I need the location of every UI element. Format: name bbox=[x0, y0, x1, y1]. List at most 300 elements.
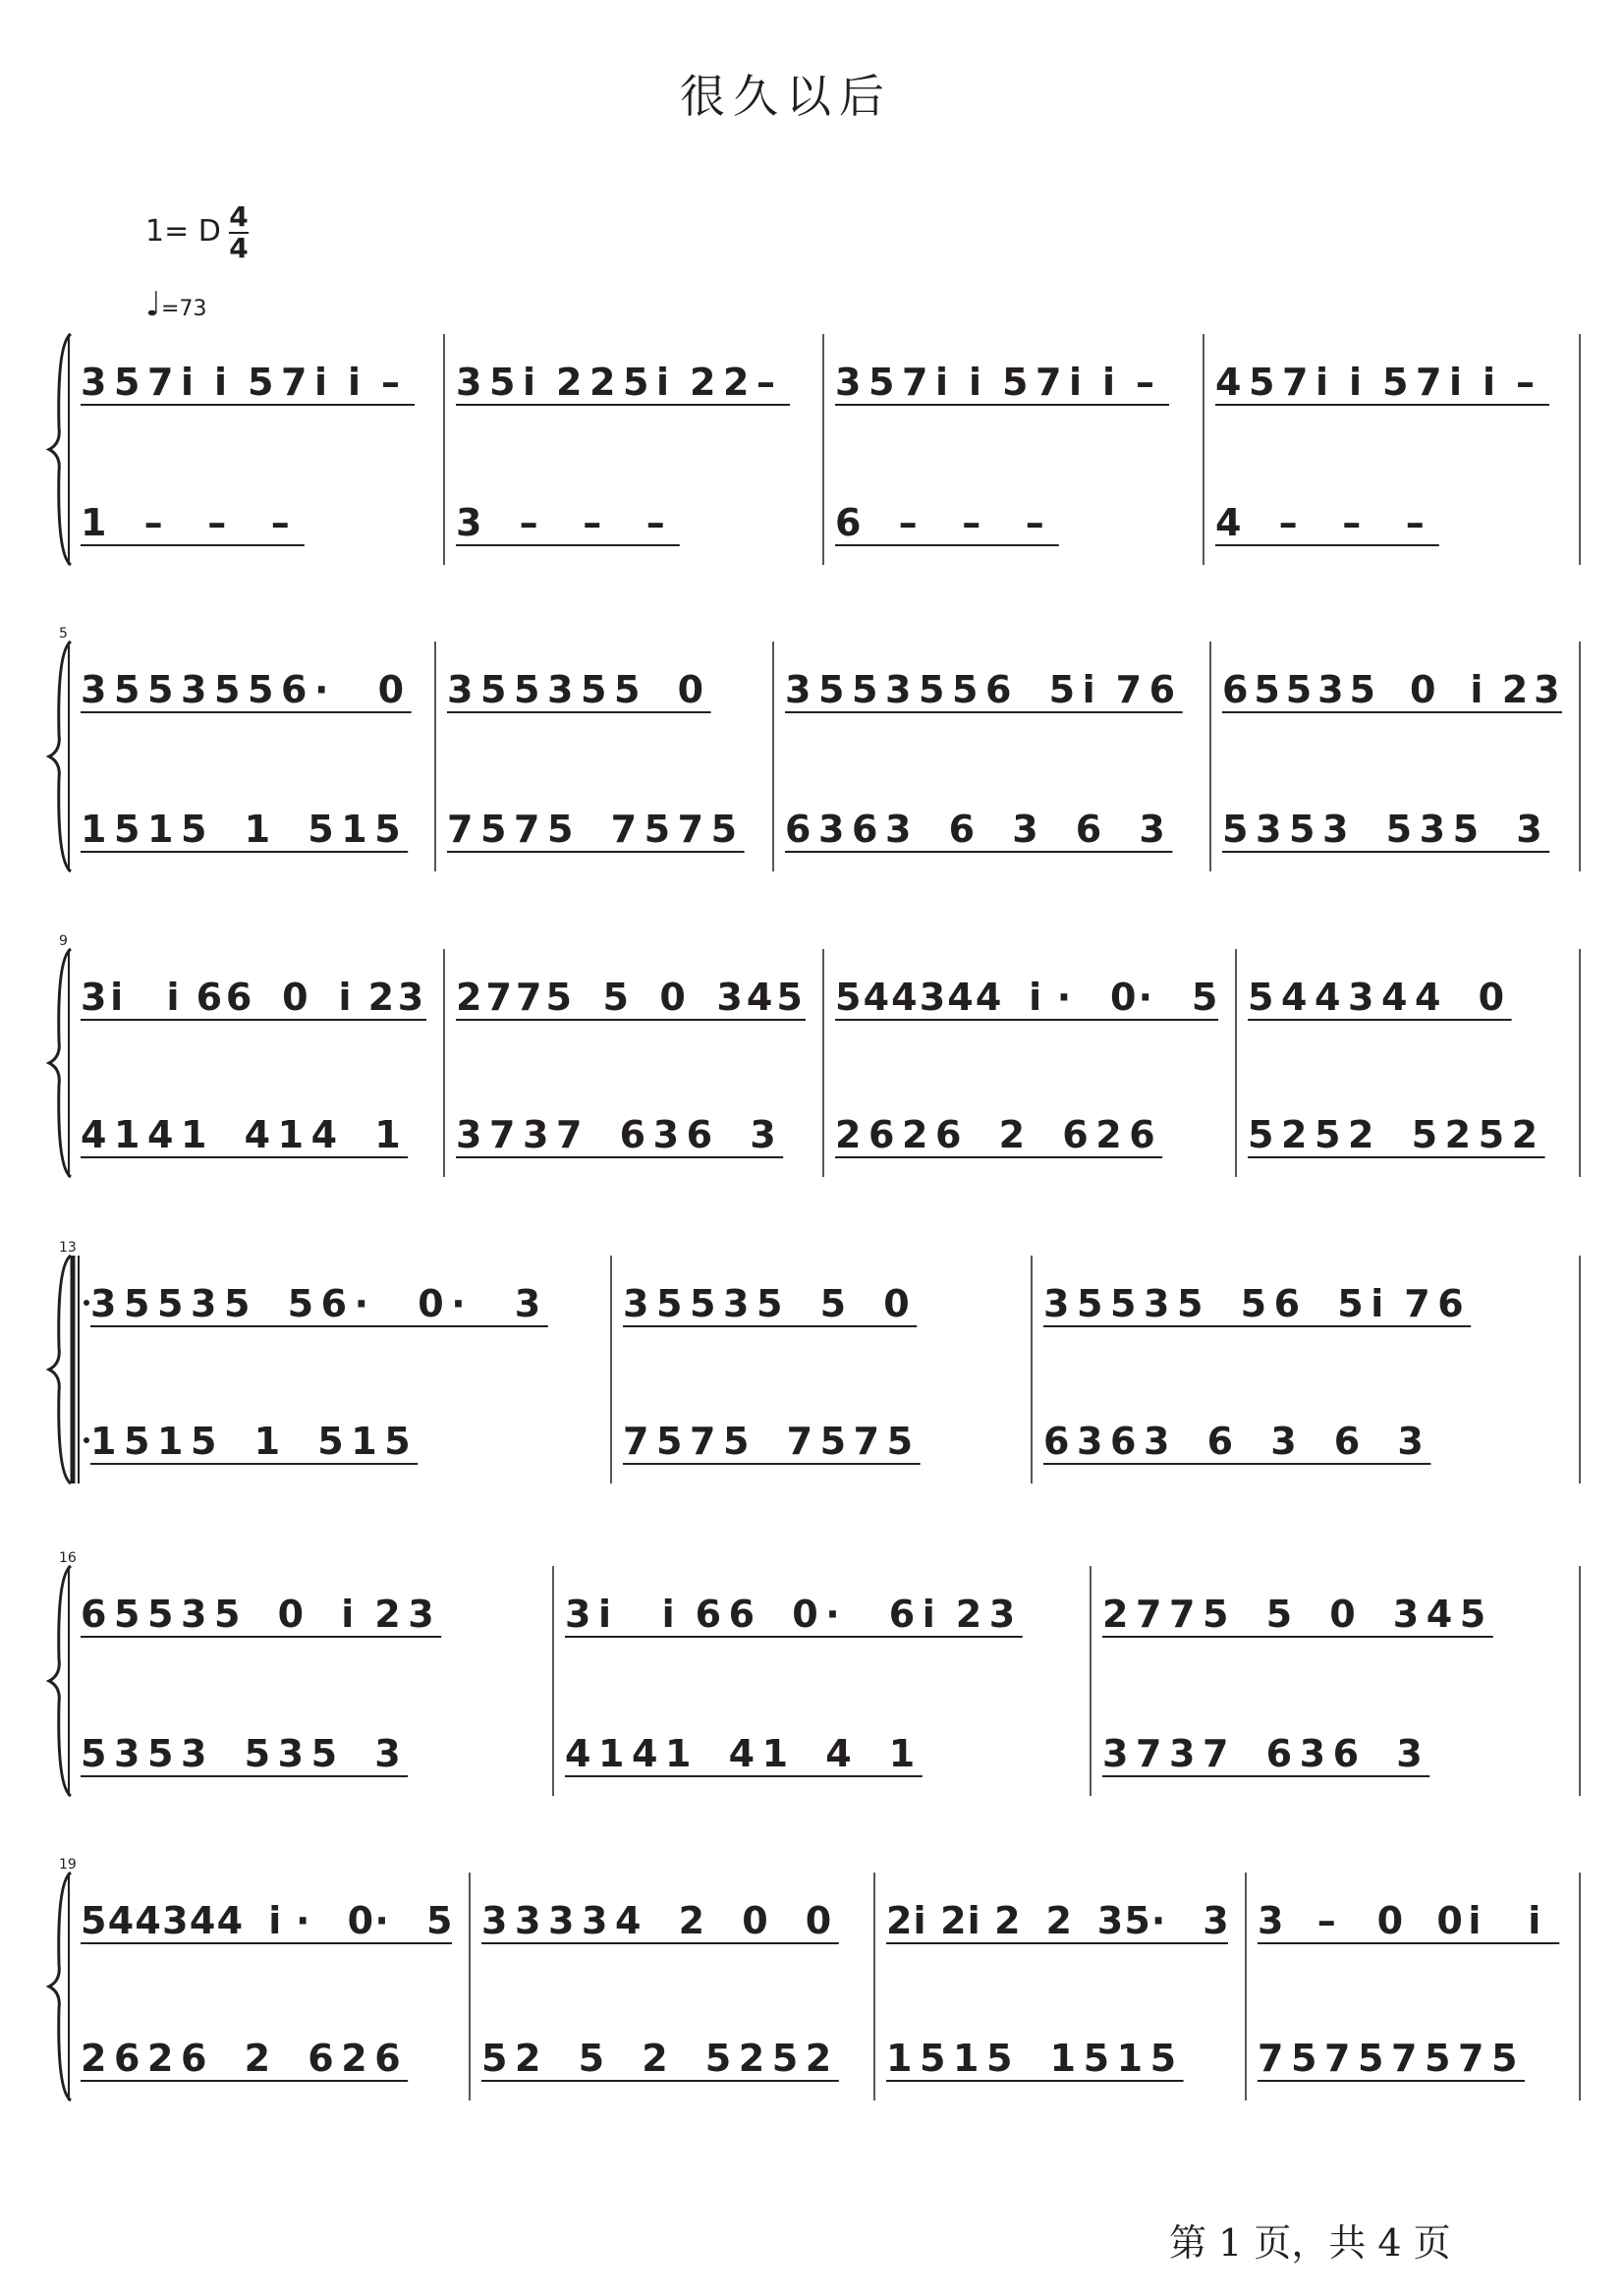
treble-note: 5 bbox=[248, 668, 274, 711]
treble-note: 0 bbox=[418, 1282, 444, 1325]
treble-note: 5 bbox=[690, 1282, 716, 1325]
treble-note: 4 bbox=[1281, 976, 1308, 1019]
treble-note: 5 bbox=[248, 361, 274, 404]
bass-note: – bbox=[519, 501, 538, 544]
treble-note: 3 bbox=[81, 976, 107, 1019]
bass-note: 7 bbox=[1391, 2037, 1418, 2080]
bass-note: 5 bbox=[1491, 2037, 1518, 2080]
treble-note: 0 bbox=[1329, 1593, 1356, 1636]
bass-note: 5 bbox=[114, 808, 140, 851]
bass-note: 3 bbox=[181, 1732, 207, 1775]
treble-note: 6 bbox=[320, 1282, 348, 1325]
treble-note: – bbox=[1516, 361, 1535, 404]
bass-note: 5 bbox=[1289, 808, 1316, 851]
bass-note: 2 bbox=[341, 2037, 367, 2080]
bass-note: 5 bbox=[481, 2037, 508, 2080]
treble-note: 7 bbox=[1115, 668, 1143, 711]
staff-brace bbox=[49, 334, 71, 565]
treble-note: 5 bbox=[514, 668, 540, 711]
bass-note: 7 bbox=[1458, 2037, 1484, 2080]
treble-note: 3 bbox=[1096, 1899, 1124, 1942]
bass-note: 1 bbox=[157, 1420, 184, 1463]
treble-note: i bbox=[166, 976, 180, 1019]
treble-note: 3 bbox=[408, 1593, 434, 1636]
bass-note: – bbox=[207, 501, 227, 544]
treble-note: 3 bbox=[1534, 668, 1560, 711]
treble-note: 6 bbox=[225, 976, 252, 1019]
bass-note: 7 bbox=[1136, 1732, 1162, 1775]
treble-note: · bbox=[825, 1593, 840, 1636]
treble-note: 6 bbox=[695, 1593, 722, 1636]
bass-note: 7 bbox=[786, 1420, 813, 1463]
treble-note: · bbox=[1150, 1899, 1166, 1942]
treble-note: 0 bbox=[883, 1282, 910, 1325]
treble-note: 7 bbox=[1169, 1593, 1196, 1636]
treble-note: 3 bbox=[181, 668, 207, 711]
bass-note: 5 bbox=[1452, 808, 1480, 851]
bass-note: 4 bbox=[825, 1732, 852, 1775]
treble-note: 5 bbox=[147, 668, 174, 711]
bass-note: 5 bbox=[1385, 808, 1413, 851]
bass-note: 3 bbox=[1299, 1732, 1326, 1775]
bass-note: 3 bbox=[374, 1732, 401, 1775]
treble-note: – bbox=[1316, 1899, 1336, 1942]
bass-note: 4 bbox=[1215, 501, 1242, 544]
bass-note: 3 bbox=[1012, 808, 1038, 851]
treble-note: 5 bbox=[1110, 1282, 1137, 1325]
treble-note: 6 bbox=[196, 976, 223, 1019]
treble-note: i bbox=[598, 1593, 612, 1636]
treble-note: · bbox=[1138, 976, 1153, 1019]
treble-note: 6 bbox=[888, 1593, 916, 1636]
bass-note: 4 bbox=[81, 1113, 107, 1156]
treble-note: 3 bbox=[1258, 1899, 1284, 1942]
treble-note: 3 bbox=[582, 1899, 608, 1942]
treble-note: 4 bbox=[1381, 976, 1408, 1019]
bass-note: 5 bbox=[920, 2037, 946, 2080]
bass-note: 2 bbox=[1444, 1113, 1472, 1156]
bass-note: 2 bbox=[1095, 1113, 1122, 1156]
bass-note: 5 bbox=[710, 808, 738, 851]
treble-note: i bbox=[181, 361, 195, 404]
bass-note: 1 bbox=[1049, 2037, 1077, 2080]
bass-note: 3 bbox=[1396, 1732, 1423, 1775]
bass-note: 5 bbox=[986, 2037, 1013, 2080]
bass-note: 7 bbox=[853, 1420, 880, 1463]
treble-note: 3 bbox=[548, 1899, 575, 1942]
treble-note: 5 bbox=[1203, 1593, 1229, 1636]
treble-note: · bbox=[374, 1899, 389, 1942]
staff-brace bbox=[49, 1256, 71, 1483]
bass-note: 1 bbox=[81, 501, 107, 544]
bass-note: 1 bbox=[1116, 2037, 1144, 2080]
treble-note: 2 bbox=[678, 1899, 705, 1942]
treble-note: i bbox=[1483, 361, 1496, 404]
page-title: 很久以后 bbox=[680, 70, 892, 123]
treble-note: 0 bbox=[277, 1593, 305, 1636]
bass-note: 3 bbox=[1419, 808, 1446, 851]
bass-note: 7 bbox=[1203, 1732, 1229, 1775]
treble-note: 5 bbox=[1382, 361, 1409, 404]
treble-note: 7 bbox=[902, 361, 928, 404]
key-signature: 1= D bbox=[145, 214, 221, 249]
bass-note: 7 bbox=[610, 808, 638, 851]
bass-note: 5 bbox=[480, 808, 507, 851]
bass-note: 6 bbox=[1265, 1732, 1293, 1775]
bass-note: 3 bbox=[1139, 808, 1165, 851]
treble-note: 7 bbox=[1404, 1282, 1430, 1325]
bass-note: 5 bbox=[124, 1420, 150, 1463]
bass-note: 3 bbox=[114, 1732, 140, 1775]
treble-note: · bbox=[354, 1282, 369, 1325]
bass-note: 5 bbox=[191, 1420, 217, 1463]
bass-note: 5 bbox=[384, 1420, 411, 1463]
treble-note: i bbox=[110, 976, 124, 1019]
bass-note: 1 bbox=[341, 808, 367, 851]
treble-note: 5 bbox=[1265, 1593, 1293, 1636]
treble-note: 4 bbox=[947, 976, 974, 1019]
treble-note: 5 bbox=[147, 1593, 174, 1636]
treble-note: 4 bbox=[1315, 976, 1341, 1019]
bass-note: 1 bbox=[277, 1113, 305, 1156]
bass-note: 1 bbox=[665, 1732, 692, 1775]
treble-note: i bbox=[935, 361, 949, 404]
bass-note: 6 bbox=[1075, 808, 1102, 851]
bass-note: 3 bbox=[1397, 1420, 1424, 1463]
staff-brace bbox=[49, 1566, 71, 1796]
bass-note: 5 bbox=[1291, 2037, 1317, 2080]
treble-note: i bbox=[214, 361, 228, 404]
time-signature-bottom: 4 bbox=[229, 232, 249, 264]
treble-note: 2 bbox=[690, 361, 716, 404]
treble-note: i bbox=[341, 1593, 355, 1636]
treble-note: 3 bbox=[1392, 1593, 1420, 1636]
treble-note: 3 bbox=[565, 1593, 591, 1636]
bass-note: 3 bbox=[277, 1732, 305, 1775]
bass-note: 3 bbox=[1169, 1732, 1196, 1775]
bass-note: 2 bbox=[147, 2037, 174, 2080]
treble-note: 7 bbox=[1282, 361, 1309, 404]
treble-note: 5 bbox=[614, 668, 641, 711]
bass-note: – bbox=[1405, 501, 1425, 544]
bass-note: 5 bbox=[317, 1420, 344, 1463]
treble-note: 3 bbox=[623, 1282, 649, 1325]
bass-note: 5 bbox=[578, 2037, 605, 2080]
treble-note: i bbox=[1102, 361, 1116, 404]
bass-note: 3 bbox=[1077, 1420, 1103, 1463]
treble-note: i bbox=[1316, 361, 1329, 404]
treble-note: 2 bbox=[994, 1899, 1021, 1942]
bass-note: 2 bbox=[1281, 1113, 1308, 1156]
bass-note: 6 bbox=[948, 808, 976, 851]
bass-note: 1 bbox=[886, 2037, 913, 2080]
bass-note: 5 bbox=[547, 808, 574, 851]
bass-note: – bbox=[1278, 501, 1298, 544]
bass-note: 5 bbox=[644, 808, 671, 851]
bass-note: 6 bbox=[619, 1113, 646, 1156]
treble-note: 7 bbox=[516, 976, 542, 1019]
treble-note: 0 bbox=[742, 1899, 768, 1942]
treble-note: i bbox=[314, 361, 328, 404]
bass-note: 2 bbox=[738, 2037, 765, 2080]
treble-note: i bbox=[348, 361, 362, 404]
bass-note: 4 bbox=[728, 1732, 756, 1775]
bass-note: 6 bbox=[1206, 1420, 1234, 1463]
treble-note: 4 bbox=[216, 1899, 244, 1942]
treble-note: i bbox=[661, 1593, 675, 1636]
treble-note: 7 bbox=[147, 361, 174, 404]
bass-note: 1 bbox=[761, 1732, 789, 1775]
treble-note: 0 bbox=[347, 1899, 374, 1942]
bass-note: 3 bbox=[456, 1113, 482, 1156]
treble-note: i bbox=[1349, 361, 1363, 404]
treble-note: 5 bbox=[623, 361, 649, 404]
measure-number: 5 bbox=[59, 626, 68, 642]
treble-note: 5 bbox=[214, 1593, 241, 1636]
treble-note: 4 bbox=[107, 1899, 135, 1942]
treble-note: 5 bbox=[81, 1899, 107, 1942]
bass-note: 1 bbox=[953, 2037, 980, 2080]
treble-note: 5 bbox=[919, 668, 945, 711]
bass-note: 1 bbox=[147, 808, 174, 851]
bass-note: 7 bbox=[447, 808, 474, 851]
treble-note: 3 bbox=[81, 361, 107, 404]
bass-note: 5 bbox=[147, 1732, 174, 1775]
treble-note: 3 bbox=[1317, 668, 1344, 711]
bass-note: 2 bbox=[902, 1113, 928, 1156]
treble-note: 5 bbox=[756, 1282, 783, 1325]
bass-note: 5 bbox=[1248, 1113, 1274, 1156]
bass-note: 3 bbox=[652, 1113, 680, 1156]
treble-note: 3 bbox=[723, 1282, 750, 1325]
bass-note: 5 bbox=[1315, 1113, 1341, 1156]
bass-note: – bbox=[898, 501, 918, 544]
treble-note: i bbox=[268, 1899, 282, 1942]
measure-number: 19 bbox=[59, 1857, 77, 1873]
bass-note: 3 bbox=[1270, 1420, 1297, 1463]
treble-note: 0 bbox=[792, 1593, 818, 1636]
bass-note: 6 bbox=[374, 2037, 401, 2080]
treble-note: 6 bbox=[1437, 1282, 1464, 1325]
bass-note: 7 bbox=[677, 808, 704, 851]
treble-note: 5 bbox=[1248, 976, 1274, 1019]
treble-note: 3 bbox=[1144, 1282, 1170, 1325]
treble-note: 5 bbox=[1285, 668, 1313, 711]
treble-note: 7 bbox=[1416, 361, 1442, 404]
bass-note: 5 bbox=[723, 1420, 750, 1463]
bass-note: 5 bbox=[704, 2037, 732, 2080]
treble-note: 2 bbox=[1501, 668, 1529, 711]
treble-note: 3 bbox=[835, 361, 862, 404]
treble-note: 7 bbox=[281, 361, 308, 404]
bass-note: 5 bbox=[1358, 2037, 1384, 2080]
time-signature-top: 4 bbox=[229, 200, 249, 233]
bass-note: 6 bbox=[852, 808, 878, 851]
treble-note: 5 bbox=[480, 668, 507, 711]
bass-note: 6 bbox=[308, 2037, 334, 2080]
bass-note: 7 bbox=[514, 808, 540, 851]
treble-note: i bbox=[922, 1593, 935, 1636]
quarter-note-icon: ♩ bbox=[145, 285, 162, 324]
treble-note: 5 bbox=[124, 1282, 150, 1325]
bass-note: 5 bbox=[1425, 2037, 1451, 2080]
treble-note: 5 bbox=[1337, 1282, 1364, 1325]
treble-note: 3 bbox=[1043, 1282, 1070, 1325]
bass-note: 5 bbox=[1222, 808, 1249, 851]
bass-note: 7 bbox=[489, 1113, 516, 1156]
treble-note: 0 bbox=[1478, 976, 1505, 1019]
treble-note: 5 bbox=[114, 361, 140, 404]
bass-note: 5 bbox=[181, 808, 207, 851]
bass-note: 3 bbox=[818, 808, 845, 851]
treble-note: 3 bbox=[162, 1899, 189, 1942]
bass-note: 7 bbox=[690, 1420, 716, 1463]
bass-note: 7 bbox=[623, 1420, 649, 1463]
measure-number: 13 bbox=[59, 1240, 77, 1256]
treble-note: 4 bbox=[1426, 1593, 1453, 1636]
bass-note: 1 bbox=[114, 1113, 140, 1156]
bass-note: 3 bbox=[1322, 808, 1349, 851]
staff-brace bbox=[49, 1873, 71, 2100]
bass-note: 1 bbox=[90, 1420, 117, 1463]
treble-note: 0 bbox=[1409, 668, 1436, 711]
bass-note: 5 bbox=[1478, 1113, 1505, 1156]
bass-note: – bbox=[143, 501, 163, 544]
treble-note: 5 bbox=[545, 976, 572, 1019]
treble-note: 6 bbox=[985, 668, 1012, 711]
treble-note: 4 bbox=[615, 1899, 642, 1942]
bass-note: 5 bbox=[656, 1420, 683, 1463]
treble-note: i bbox=[969, 361, 982, 404]
treble-note: · bbox=[451, 1282, 466, 1325]
treble-note: – bbox=[756, 361, 775, 404]
page-footer: 第 1 页，共 4 页 bbox=[1169, 2221, 1451, 2265]
treble-note: 5 bbox=[1124, 1899, 1150, 1942]
treble-note: 5 bbox=[818, 668, 845, 711]
bass-note: 2 bbox=[81, 2037, 107, 2080]
treble-note: 3 bbox=[716, 976, 743, 1019]
bass-note: 1 bbox=[181, 1113, 207, 1156]
bass-note: 3 bbox=[456, 501, 482, 544]
treble-note: 5 bbox=[581, 668, 607, 711]
treble-note: 3 bbox=[515, 1899, 541, 1942]
bass-note: 6 bbox=[785, 808, 812, 851]
treble-note: 0 bbox=[282, 976, 308, 1019]
bass-note: 7 bbox=[556, 1113, 583, 1156]
bass-note: 4 bbox=[147, 1113, 174, 1156]
bass-note: 2 bbox=[1511, 1113, 1539, 1156]
treble-note: 3 bbox=[885, 668, 912, 711]
repeat-dot bbox=[84, 1437, 89, 1443]
bass-note: 5 bbox=[374, 808, 401, 851]
bass-note: – bbox=[1025, 501, 1044, 544]
treble-note: i bbox=[1449, 361, 1463, 404]
bass-note: 3 bbox=[1516, 808, 1542, 851]
repeat-dot bbox=[84, 1300, 89, 1306]
treble-note: 2 bbox=[723, 361, 750, 404]
bass-note: 6 bbox=[868, 1113, 895, 1156]
treble-note: i bbox=[1468, 1899, 1482, 1942]
bass-note: – bbox=[583, 501, 602, 544]
treble-note: 6 bbox=[1273, 1282, 1301, 1325]
treble-note: 5 bbox=[852, 668, 878, 711]
treble-note: 3 bbox=[1348, 976, 1374, 1019]
bass-note: – bbox=[270, 501, 290, 544]
treble-note: 6 bbox=[1222, 668, 1249, 711]
treble-note: 5 bbox=[1349, 668, 1375, 711]
treble-note: 2 bbox=[940, 1899, 967, 1942]
bass-note: 5 bbox=[81, 1732, 107, 1775]
treble-note: 6 bbox=[728, 1593, 756, 1636]
treble-note: 0 bbox=[1376, 1899, 1404, 1942]
treble-note: 3 bbox=[191, 1282, 217, 1325]
treble-note: i bbox=[967, 1899, 980, 1942]
treble-note: 4 bbox=[863, 976, 890, 1019]
bass-note: 6 bbox=[835, 501, 862, 544]
treble-note: 2 bbox=[556, 361, 583, 404]
treble-note: i bbox=[1029, 976, 1042, 1019]
treble-note: · bbox=[314, 668, 329, 711]
bass-note: 6 bbox=[114, 2037, 140, 2080]
treble-note: 5 bbox=[224, 1282, 251, 1325]
treble-note: 5 bbox=[819, 1282, 847, 1325]
bass-note: 5 bbox=[771, 2037, 799, 2080]
treble-note: 3 bbox=[514, 1282, 541, 1325]
treble-note: 3 bbox=[81, 668, 107, 711]
treble-note: i bbox=[656, 361, 670, 404]
bass-note: 3 bbox=[750, 1113, 776, 1156]
treble-note: 4 bbox=[975, 976, 1002, 1019]
bass-note: 1 bbox=[888, 1732, 916, 1775]
bass-note: 4 bbox=[244, 1113, 271, 1156]
bass-note: 6 bbox=[935, 1113, 962, 1156]
bass-note: 6 bbox=[181, 2037, 207, 2080]
treble-note: · bbox=[1056, 976, 1072, 1019]
bass-note: 1 bbox=[351, 1420, 377, 1463]
treble-note: 5 bbox=[157, 1282, 184, 1325]
treble-note: 3 bbox=[90, 1282, 117, 1325]
bass-note: 6 bbox=[1043, 1420, 1070, 1463]
treble-note: 5 bbox=[868, 361, 895, 404]
treble-note: 5 bbox=[656, 1282, 683, 1325]
bass-note: 1 bbox=[244, 808, 271, 851]
treble-note: 5 bbox=[1077, 1282, 1103, 1325]
bass-note: 5 bbox=[1149, 2037, 1177, 2080]
treble-note: 5 bbox=[1177, 1282, 1204, 1325]
treble-note: 0 bbox=[377, 668, 405, 711]
treble-note: 5 bbox=[1240, 1282, 1267, 1325]
bass-note: 2 bbox=[244, 2037, 271, 2080]
bass-note: 2 bbox=[515, 2037, 541, 2080]
bass-note: 3 bbox=[1102, 1732, 1129, 1775]
treble-note: i bbox=[1470, 668, 1484, 711]
treble-note: 3 bbox=[785, 668, 812, 711]
bass-note: 2 bbox=[1348, 1113, 1374, 1156]
treble-note: 0 bbox=[677, 668, 704, 711]
bass-note: 5 bbox=[819, 1420, 847, 1463]
treble-note: 3 bbox=[1203, 1899, 1229, 1942]
treble-note: 5 bbox=[287, 1282, 314, 1325]
measure-number: 9 bbox=[59, 933, 68, 949]
treble-note: 2 bbox=[886, 1899, 913, 1942]
bass-note: 2 bbox=[835, 1113, 862, 1156]
treble-note: 0 bbox=[805, 1899, 832, 1942]
bass-note: 2 bbox=[805, 2037, 832, 2080]
treble-note: 3 bbox=[456, 361, 482, 404]
treble-note: – bbox=[381, 361, 400, 404]
bass-note: 4 bbox=[565, 1732, 591, 1775]
bass-note: 3 bbox=[523, 1113, 549, 1156]
